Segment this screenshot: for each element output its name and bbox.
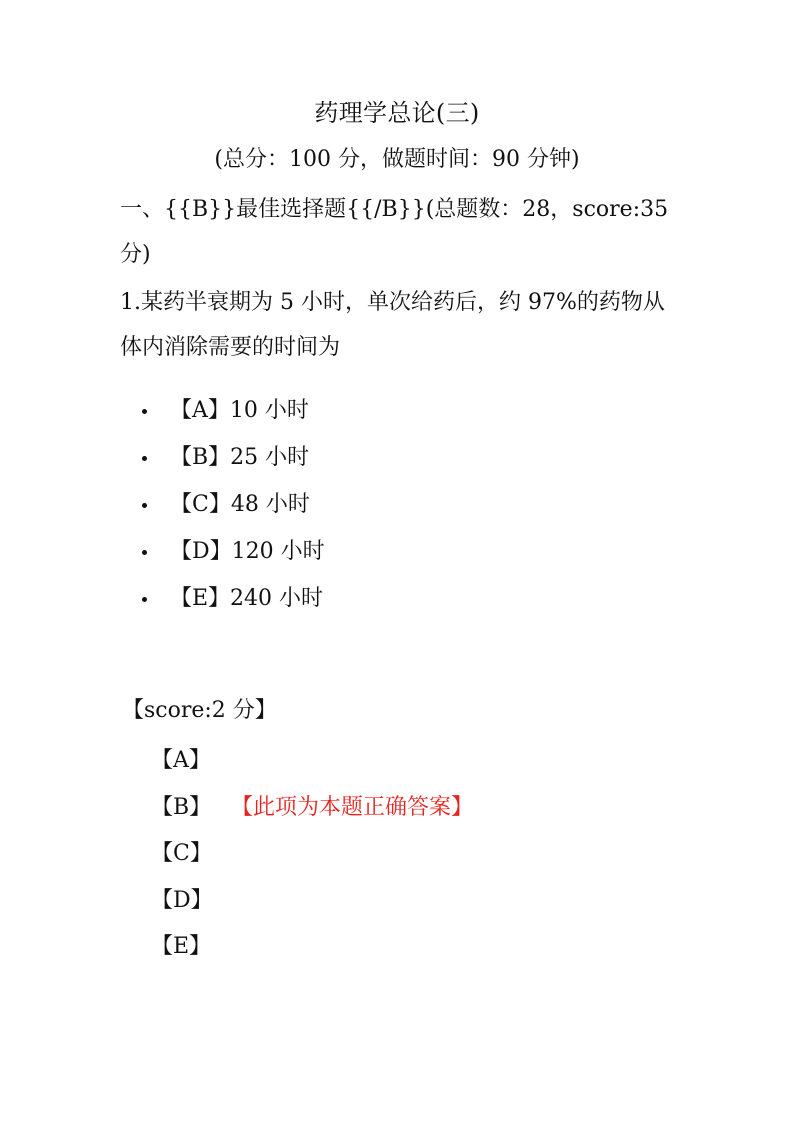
option-a bbox=[138, 390, 325, 437]
document-title: 药理学总论(三) bbox=[314, 99, 480, 127]
option-b-text: 【B】25 小时 bbox=[170, 445, 310, 470]
answer-letter-a: 【A】 bbox=[151, 748, 211, 774]
document-subtitle: (总分：100 分，做题时间：90 分钟) bbox=[214, 147, 580, 172]
bullet-dot-icon bbox=[142, 409, 147, 414]
option-list bbox=[138, 390, 325, 625]
section-header: 一、{{B}}最佳选择题{{/B}}(总题数：28，score:35 分) bbox=[120, 197, 669, 267]
answer-letter-b: 【B】 bbox=[151, 794, 212, 820]
answer-row-b bbox=[151, 785, 473, 832]
option-e-text: 【E】240 小时 bbox=[170, 586, 324, 611]
bullet-dot-icon bbox=[142, 456, 147, 461]
bullet-dot-icon bbox=[142, 503, 147, 508]
question-score: 【score:2 分】 bbox=[122, 698, 277, 723]
correct-answer-label: 【此项为本题正确答案】 bbox=[231, 794, 474, 820]
option-d-text: 【D】120 小时 bbox=[170, 539, 325, 564]
answer-row-e bbox=[151, 924, 473, 971]
option-c bbox=[138, 484, 325, 531]
option-d bbox=[138, 531, 325, 578]
option-c-text: 【C】48 小时 bbox=[170, 492, 310, 517]
bullet-dot-icon bbox=[142, 550, 147, 555]
answer-key-list bbox=[151, 738, 473, 971]
answer-row-a bbox=[151, 738, 473, 785]
answer-letter-e: 【E】 bbox=[151, 934, 212, 960]
answer-letter-c: 【C】 bbox=[151, 841, 212, 867]
option-a-text: 【A】10 小时 bbox=[170, 398, 309, 423]
bullet-dot-icon bbox=[142, 597, 147, 602]
answer-letter-d: 【D】 bbox=[151, 887, 213, 913]
option-b bbox=[138, 437, 325, 484]
answer-row-c bbox=[151, 831, 473, 878]
question-text: 1.某药半衰期为 5 小时，单次给药后，约 97%的药物从体内消除需要的时间为 bbox=[120, 290, 665, 360]
option-e bbox=[138, 578, 325, 625]
answer-row-d bbox=[151, 878, 473, 925]
